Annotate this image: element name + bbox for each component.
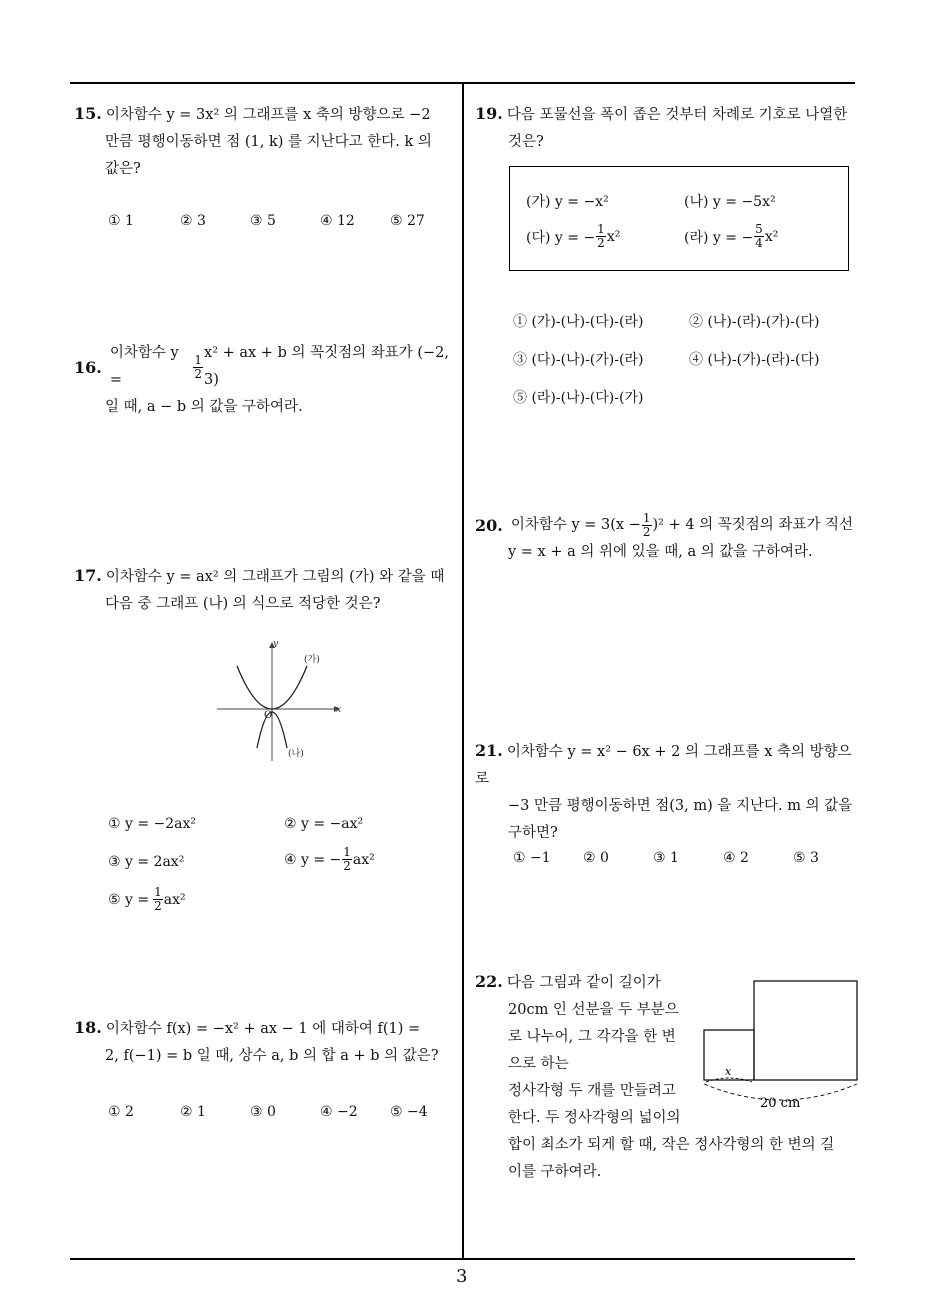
question-text: 다음 그림과 같이 길이가: [506, 975, 661, 991]
question-text: 로 나누어, 그 각각을 한 변: [508, 1029, 676, 1045]
page-number: 3: [456, 1266, 468, 1287]
question-text: x² + ax + b 의 꼭짓점의 좌표가 (−2, 3): [204, 345, 449, 388]
question-text: 것은?: [508, 134, 544, 150]
question-text: 다음 중 그래프 (나) 의 식으로 적당한 것은?: [105, 596, 381, 612]
option[interactable]: ② 0: [583, 850, 609, 866]
question-number: 18.: [74, 1018, 102, 1037]
origin-label: O: [264, 710, 273, 721]
question-number: 16.: [74, 357, 102, 377]
q18-options: [108, 1104, 448, 1124]
question-text: 한다. 두 정사각형의 넓이의: [508, 1110, 681, 1126]
option[interactable]: ② 1: [180, 1104, 206, 1120]
option[interactable]: ④ y = − $\frac{1}{2}$ ax²: [284, 845, 375, 873]
question-text: 이차함수 y = 3(x −: [510, 517, 641, 533]
question-18: [74, 1014, 459, 1070]
option[interactable]: ⑤ −4: [390, 1104, 428, 1120]
option[interactable]: ⑤ y = $\frac{1}{2}$ ax²: [108, 885, 186, 913]
option[interactable]: ① 1: [108, 213, 134, 229]
expression-c: (다) y = − $\frac{1}{2}$ x²: [526, 222, 621, 250]
option[interactable]: ③ (다)-(나)-(가)-(라): [513, 352, 644, 368]
option[interactable]: ④ −2: [320, 1104, 358, 1120]
option[interactable]: ③ 1: [653, 850, 679, 866]
question-text: 이차함수 y = x² − 6x + 2 의 그래프를 x 축의 방향으로: [475, 744, 852, 787]
question-text: 값은?: [105, 161, 141, 177]
question-text: 2, f(−1) = b 일 때, 상수 a, b 의 합 a + b 의 값은?: [105, 1048, 439, 1064]
fraction: $\frac{1}{2}$: [194, 352, 203, 381]
option[interactable]: ④ (나)-(가)-(라)-(다): [689, 352, 820, 368]
question-text: 으로 하는: [508, 1056, 569, 1072]
question-number: 17.: [74, 566, 102, 585]
question-15: [74, 100, 459, 183]
q15-options: [108, 213, 448, 233]
option[interactable]: ① y = −2ax²: [108, 816, 197, 832]
option[interactable]: ③ 0: [250, 1104, 276, 1120]
question-text: 다음 포물선을 폭이 좁은 것부터 차례로 기호로 나열한: [506, 107, 848, 123]
question-text: −3 만큼 평행이동하면 점(3, m) 을 지난다. m 의 값을: [508, 798, 853, 814]
fraction: $\frac{1}{2}$: [343, 845, 351, 873]
x-axis-label: x: [336, 705, 342, 715]
fraction: $\frac{1}{2}$: [154, 885, 162, 913]
fraction: $\frac{1}{2}$: [642, 511, 651, 539]
question-21: [475, 737, 865, 847]
y-axis-label: y: [273, 639, 279, 649]
q17-options: [108, 816, 448, 926]
option[interactable]: ① (가)-(나)-(다)-(라): [513, 314, 644, 330]
question-number: 20.: [475, 516, 503, 535]
question-text: 만큼 평행이동하면 점 (1, k) 를 지난다고 한다. k 의: [105, 134, 432, 150]
question-text: 이차함수 y =: [109, 345, 179, 388]
curve-label-b: (나): [288, 749, 304, 759]
question-text: 이를 구하여라.: [508, 1164, 602, 1180]
option[interactable]: ④ 2: [723, 850, 749, 866]
parabola-graph: [212, 636, 352, 766]
question-text: 정사각형 두 개를 만들려고: [508, 1083, 676, 1099]
question-text: 이차함수 y = 3x² 의 그래프를 x 축의 방향으로 −2: [105, 107, 431, 123]
length-label: 20 cm: [760, 1096, 801, 1111]
option[interactable]: ① 2: [108, 1104, 134, 1120]
option[interactable]: ② 3: [180, 213, 206, 229]
option[interactable]: ⑤ 3: [793, 850, 819, 866]
expression-a: (가) y = −x²: [526, 194, 609, 210]
question-number: 19.: [475, 104, 503, 123]
question-19: [475, 100, 865, 156]
x-label: x: [725, 1065, 732, 1078]
option[interactable]: ③ y = 2ax²: [108, 854, 185, 870]
q19-expression-box: [509, 166, 849, 271]
question-20: [475, 512, 865, 566]
column-divider: [462, 82, 464, 1259]
question-text: 일 때, a − b 의 값을 구하여라.: [105, 399, 303, 415]
squares-figure: [698, 976, 864, 1112]
question-text: 이차함수 f(x) = −x² + ax − 1 에 대하여 f(1) =: [105, 1021, 421, 1037]
q19-options: [513, 311, 853, 411]
expression-b: (나) y = −5x²: [684, 194, 776, 210]
expression-d: (라) y = − $\frac{5}{4}$ x²: [684, 222, 779, 250]
option[interactable]: ② (나)-(라)-(가)-(다): [689, 314, 820, 330]
option[interactable]: ⑤ (라)-(나)-(다)-(가): [513, 390, 644, 406]
q21-options: [513, 850, 853, 870]
question-number: 21.: [475, 741, 503, 760]
question-number: 15.: [74, 104, 102, 123]
question-text: 20cm 인 선분을 두 부분으: [508, 1002, 679, 1018]
question-text: 이차함수 y = ax² 의 그래프가 그림의 (가) 와 같을 때: [105, 569, 445, 585]
question-text: )² + 4 의 꼭짓점의 좌표가 직선: [652, 517, 854, 533]
question-17: [74, 562, 459, 618]
curve-label-a: (가): [304, 655, 320, 665]
option[interactable]: ① −1: [513, 850, 551, 866]
option[interactable]: ④ 12: [320, 213, 355, 229]
question-16: [74, 340, 459, 421]
option[interactable]: ② y = −ax²: [284, 816, 364, 832]
bottom-rule: [70, 1258, 855, 1260]
question-text: 구하면?: [508, 825, 558, 841]
option[interactable]: ③ 5: [250, 213, 276, 229]
question-text: 합이 최소가 되게 할 때, 작은 정사각형의 한 변의 길: [508, 1137, 835, 1153]
question-number: 22.: [475, 972, 503, 991]
option[interactable]: ⑤ 27: [390, 213, 425, 229]
question-text: y = x + a 의 위에 있을 때, a 의 값을 구하여라.: [508, 544, 813, 560]
